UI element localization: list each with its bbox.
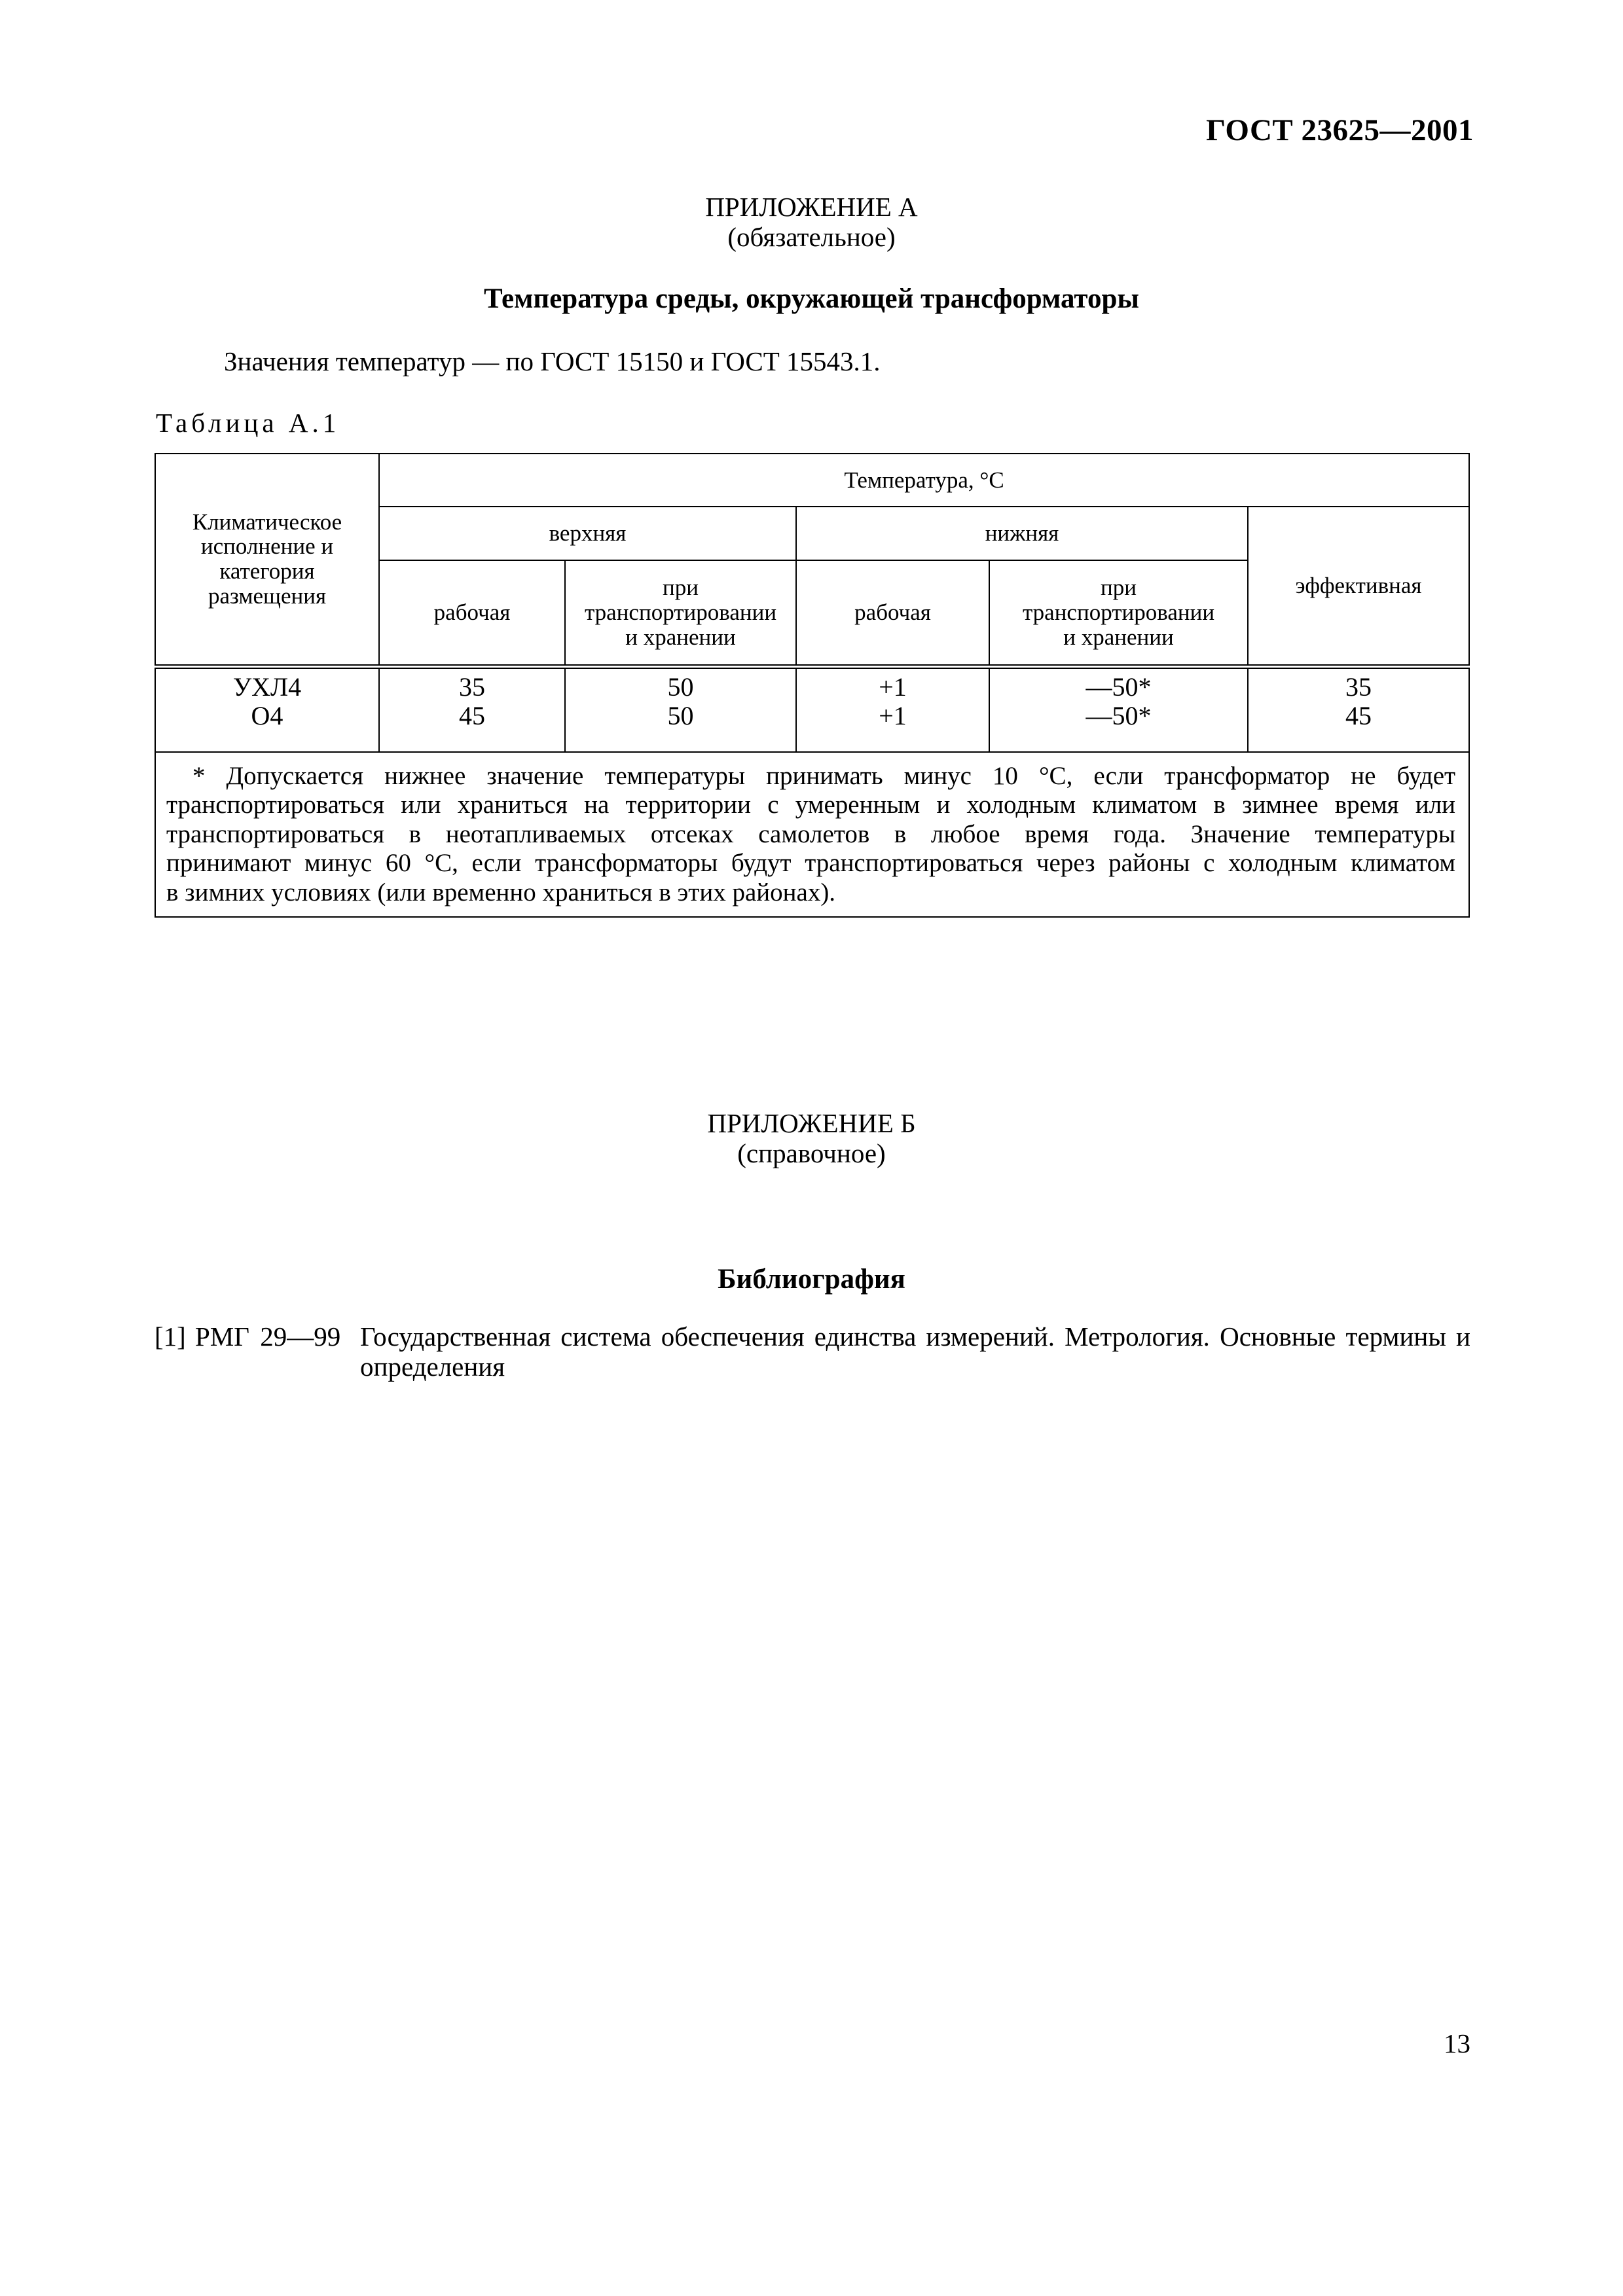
bibliography-text: Государственная система обеспечения единства измерений. Метрология. Основные термины и определения bbox=[360, 1321, 1470, 1382]
bibliography-entry bbox=[155, 1322, 1470, 1382]
bibliography-number: [1] bbox=[155, 1321, 186, 1352]
cell-value: 50 bbox=[667, 700, 694, 730]
header-transport-line: транспортировании bbox=[1022, 599, 1215, 625]
header-transport-line: и хранении bbox=[1063, 624, 1174, 650]
footnote-line: транспортироваться или храниться на территории с умеренным и холодным климатом в зимнее время или bbox=[166, 791, 1456, 819]
header-transport-line: транспортировании bbox=[584, 599, 777, 625]
effective-cell bbox=[1248, 666, 1469, 752]
appendix-a-heading: Температура среды, окружающей трансформаторы bbox=[484, 283, 1139, 314]
header-upper: верхняя bbox=[379, 507, 796, 560]
table-note-row bbox=[155, 752, 1469, 917]
table-data-row bbox=[155, 666, 1469, 752]
cell-value: 45 bbox=[459, 700, 485, 730]
footnote-line: в зимних условиях (или временно храниться в этих районах). bbox=[166, 878, 836, 906]
footnote-line: принимают минус 60 °С, если трансформаторы будут транспортироваться через районы с холодным климатом bbox=[166, 849, 1456, 878]
header-lower-transport bbox=[989, 560, 1248, 666]
header-transport-line: при bbox=[1101, 575, 1137, 601]
table-header-row-1 bbox=[155, 454, 1469, 507]
header-lower-working: рабочая bbox=[796, 560, 989, 666]
page-number: 13 bbox=[1444, 2028, 1470, 2058]
bibliography-heading: Библиография bbox=[718, 1264, 905, 1295]
appendix-b-title: ПРИЛОЖЕНИЕ Б bbox=[707, 1108, 916, 1138]
table-footnote bbox=[155, 752, 1469, 917]
header-effective: эффективная bbox=[1248, 507, 1469, 666]
cell-value: 35 bbox=[1345, 672, 1372, 702]
lower-working-cell bbox=[796, 666, 989, 752]
appendix-a-title: ПРИЛОЖЕНИЕ А bbox=[705, 192, 918, 222]
cell-value: —50* bbox=[1085, 672, 1152, 702]
cell-value: —50* bbox=[1085, 700, 1152, 730]
cell-value: +1 bbox=[879, 700, 907, 730]
header-transport-line: при bbox=[663, 575, 699, 601]
upper-transport-cell bbox=[565, 666, 796, 752]
document-code: ГОСТ 23625—2001 bbox=[1206, 113, 1474, 147]
footnote-line: транспортироваться в неотапливаемых отсеках самолетов в любое время года. Значение температуры bbox=[166, 819, 1456, 848]
header-upper-transport bbox=[565, 560, 796, 666]
header-climate bbox=[155, 454, 379, 666]
header-temperature: Температура, °С bbox=[379, 454, 1469, 507]
cell-value: 50 bbox=[667, 672, 694, 702]
bibliography-code: РМГ 29—99 bbox=[195, 1321, 341, 1352]
upper-working-cell bbox=[379, 666, 565, 752]
intro-paragraph: Значения температур — по ГОСТ 15150 и ГОСТ 15543.1. bbox=[224, 346, 881, 376]
cell-value: +1 bbox=[879, 672, 907, 702]
climate-cell bbox=[155, 666, 379, 752]
lower-transport-cell bbox=[989, 666, 1248, 752]
temperature-table bbox=[155, 453, 1470, 918]
header-climate-line: размещения bbox=[208, 583, 327, 609]
appendix-a-type: (обязательное) bbox=[727, 222, 896, 252]
header-upper-working: рабочая bbox=[379, 560, 565, 666]
table-caption: Таблица А.1 bbox=[156, 408, 340, 438]
cell-value: 35 bbox=[459, 672, 485, 702]
cell-value: 45 bbox=[1345, 700, 1372, 730]
header-transport-line: и хранении bbox=[625, 624, 736, 650]
cell-value: УХЛ4 bbox=[232, 672, 302, 702]
cell-value: О4 bbox=[251, 700, 283, 730]
appendix-b-type: (справочное) bbox=[737, 1138, 886, 1168]
header-climate-line: исполнение и bbox=[200, 533, 334, 560]
header-lower: нижняя bbox=[796, 507, 1248, 560]
footnote-line: * Допускается нижнее значение температуры принимать минус 10 °С, если трансформатор не будет bbox=[192, 762, 1456, 790]
header-climate-line: Климатическое bbox=[192, 509, 342, 535]
header-climate-line: категория bbox=[219, 558, 315, 584]
